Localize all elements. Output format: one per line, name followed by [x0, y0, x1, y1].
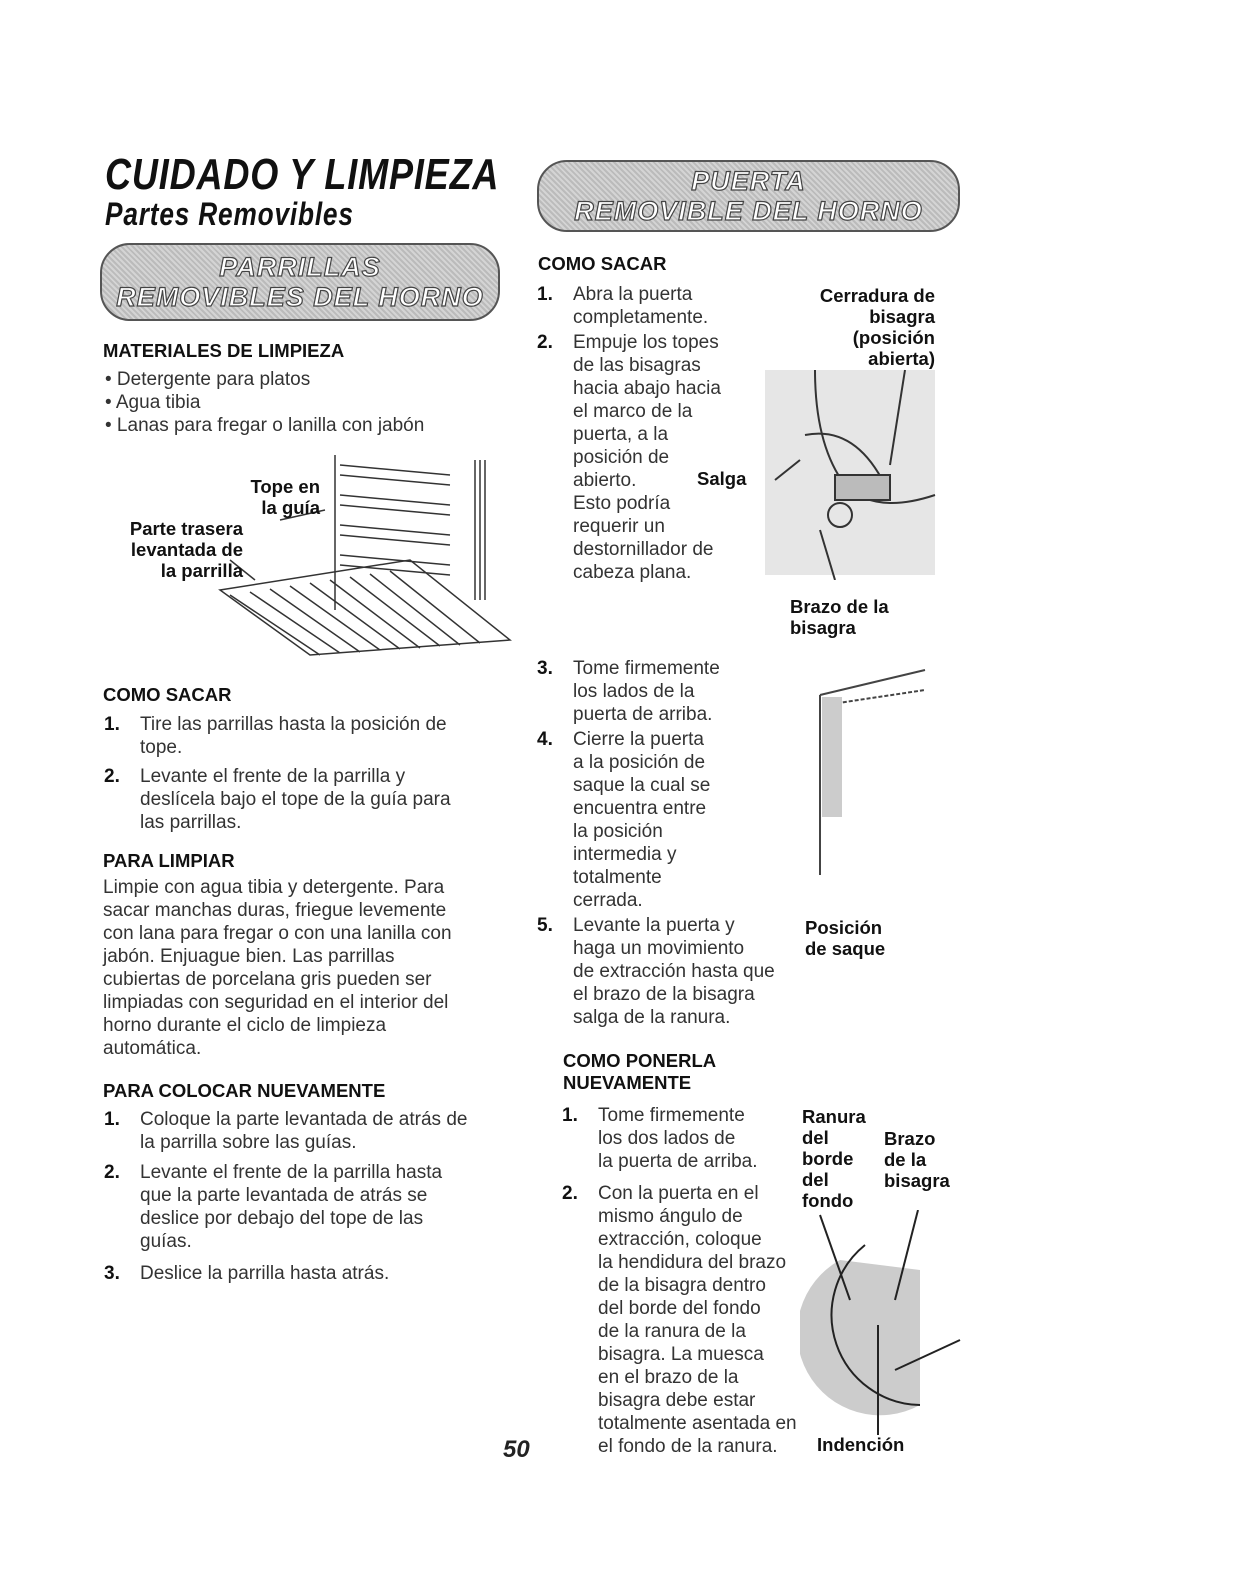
banner-line: PARRILLAS [219, 252, 381, 282]
materials-item: • Lanas para fregar o lanilla con jabón [105, 415, 425, 436]
step: 2. Levante el frente de la parrilla y deslícela bajo el tope de la guía para las parrillas. [104, 766, 451, 833]
materials-item: • Detergente para platos [105, 369, 311, 390]
section-banner-racks [100, 243, 500, 321]
step: 3. Tome firmemente los lados de la puerta de arriba. [537, 658, 720, 725]
materials-heading: MATERIALES DE LIMPIEZA [103, 340, 345, 361]
hinge-illustration [745, 365, 940, 580]
step: 4. Cierre la puerta a la posición de saque la cual se encuentra entre la posición intermedia y totalmente cerrada. [537, 729, 711, 911]
step: 1. Coloque la parte levantada de atrás de la parrilla sobre las guías. [104, 1109, 468, 1153]
clean-heading: PARA LIMPIAR [103, 850, 235, 871]
label-rear-raised: Parte trasera levantada de la parrilla [129, 518, 243, 581]
step: 2. Con la puerta en el mismo ángulo de extracción, coloque la hendidura del brazo de la bisagra dentro del borde del fondo de la ranura de la bisagra. La muesca en el brazo de la bisagra debe estar totalmente asentada en el fondo de la ranura. [562, 1183, 797, 1457]
label-stop-guide: Tope en la guía [250, 476, 320, 518]
label-notch: Indención [817, 1434, 905, 1455]
step: 1. Tome firmemente los dos lados de la puerta de arriba. [562, 1105, 758, 1172]
section-banner-door [537, 160, 960, 232]
step: 2. Empuje los topes de las bisagras hacia abajo hacia el marco de la puerta, a la posición de abierto. Esto podría requerir un destornillador de cabeza plana. [537, 332, 721, 583]
step: 1. Tire las parrillas hasta la posición de tope. [104, 714, 447, 758]
page-subtitle: Partes Removibles [105, 196, 354, 232]
label-hinge-lock: Cerradura de bisagra (posición abierta) [819, 285, 935, 369]
banner-line: PUERTA [691, 166, 806, 196]
label-out: Salga [697, 468, 747, 489]
door-replace-heading: COMO PONERLA NUEVAMENTE [563, 1050, 717, 1093]
label-hinge-arm-2: Brazo de la bisagra [884, 1128, 950, 1191]
clean-text: Limpie con agua tibia y detergente. Para sacar manchas duras, friegue levemente con lana para fregar o con una lanilla con jabón. Enjuague bien. Las parrillas cubiertas de porcelana gris pueden ser limpiadas con seguridad en el interior del horno durante el ciclo de limpieza automática. [103, 877, 452, 1059]
door-remove-heading: COMO SACAR [538, 253, 667, 274]
banner-line: REMOVIBLE DEL HORNO [574, 196, 923, 226]
page-number: 50 [503, 1436, 530, 1463]
step: 3. Deslice la parrilla hasta atrás. [104, 1263, 390, 1284]
label-slot-edge: Ranura del borde del fondo [802, 1106, 866, 1211]
door-position-illustration [800, 665, 930, 885]
remove-heading: COMO SACAR [103, 684, 232, 705]
banner-line: REMOVIBLES DEL HORNO [116, 282, 484, 312]
step: 1. Abra la puerta completamente. [537, 284, 709, 328]
page-title: CUIDADO Y LIMPIEZA [105, 150, 500, 199]
label-removal-position: Posición de saque [805, 917, 886, 959]
step: 2. Levante el frente de la parrilla hasta que la parte levantada de atrás se deslice por debajo del tope de las guías. [104, 1162, 443, 1252]
materials-item: • Agua tibia [105, 392, 201, 413]
replace-heading: PARA COLOCAR NUEVAMENTE [103, 1080, 386, 1101]
label-hinge-arm: Brazo de la bisagra [790, 596, 889, 638]
hinge-slot-illustration [800, 1210, 965, 1435]
step: 5. Levante la puerta y haga un movimiento de extracción hasta que el brazo de la bisagra salga de la ranura. [537, 915, 775, 1028]
